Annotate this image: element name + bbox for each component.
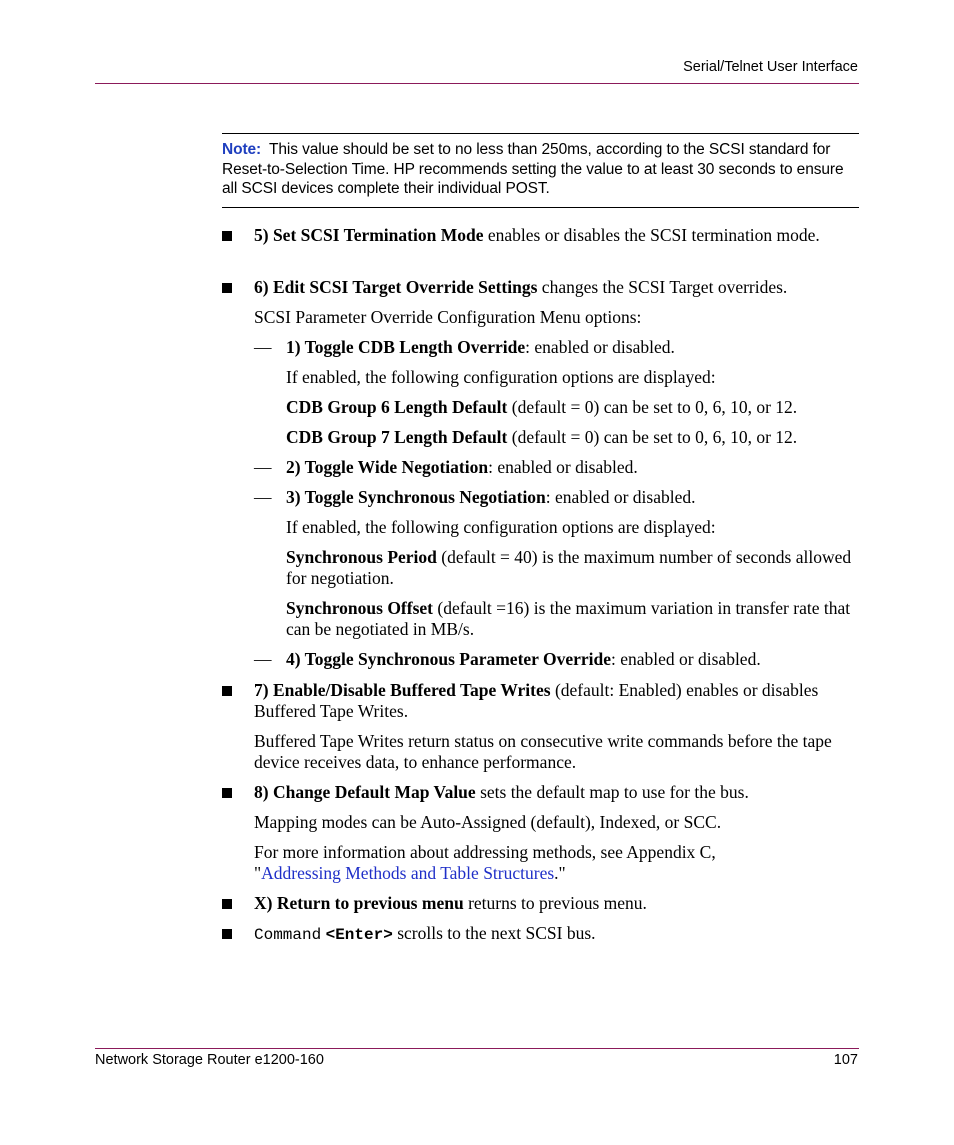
item-default-map-desc: sets the default map to use for the bus. — [475, 782, 749, 802]
page-number: 107 — [833, 1052, 858, 1068]
item-buffered-tape-label: 7) Enable/Disable Buffered Tape Writes — [254, 680, 551, 700]
option-sync-param-override-label: 4) Toggle Synchronous Parameter Override — [286, 649, 612, 669]
option-cdb-length-desc: : enabled or disabled. — [525, 337, 675, 357]
sync-period — [286, 547, 861, 589]
option-wide-negotiation-desc: : enabled or disabled. — [488, 457, 638, 477]
item-default-map-label: 8) Change Default Map Value — [254, 782, 476, 802]
dash-icon: — — [254, 487, 272, 507]
item-termination-mode-label: 5) Set SCSI Termination Mode — [254, 225, 484, 245]
option-sync-param-override-desc: : enabled or disabled. — [611, 649, 761, 669]
option-cdb-length-label: 1) Toggle CDB Length Override — [286, 337, 526, 357]
override-menu-intro: SCSI Parameter Override Configuration Menu options: — [254, 307, 642, 327]
buffered-tape-explanation: Buffered Tape Writes return status on consecutive write commands before the tape device receives data, to enhance performance. — [254, 731, 832, 772]
bullet-icon — [222, 788, 232, 798]
sync-enabled-intro: If enabled, the following configuration options are displayed: — [286, 517, 716, 537]
bullet-icon — [222, 686, 232, 696]
cdb-group6-desc: (default = 0) can be set to 0, 6, 10, or 12. — [507, 397, 798, 417]
sync-offset-label: Synchronous Offset — [286, 598, 433, 618]
footer-rule — [95, 1048, 859, 1049]
option-sync-param-override — [286, 649, 866, 670]
addressing-reference-text: For more information about addressing methods, see Appendix C, " — [254, 842, 716, 883]
cdb-group7 — [286, 427, 866, 448]
bullet-icon — [222, 899, 232, 909]
cdb-enabled-intro: If enabled, the following configuration options are displayed: — [286, 367, 716, 387]
dash-icon: — — [254, 649, 272, 669]
dash-icon: — — [254, 457, 272, 477]
item-return-menu — [254, 893, 854, 914]
item-termination-mode-desc: enables or disables the SCSI termination mode. — [483, 225, 820, 245]
command-enter-desc: scrolls to the next SCSI bus. — [392, 923, 596, 943]
item-termination-mode — [254, 225, 854, 246]
footer-product: Network Storage Router e1200-160 — [95, 1052, 324, 1068]
option-wide-negotiation — [286, 457, 866, 478]
enter-key-code: <Enter> — [325, 926, 393, 944]
item-default-map — [254, 782, 854, 803]
sync-offset — [286, 598, 861, 640]
addressing-reference — [254, 842, 794, 884]
item-target-override — [254, 277, 874, 298]
cdb-group7-desc: (default = 0) can be set to 0, 6, 10, or 12. — [507, 427, 798, 447]
header-rule — [95, 83, 859, 84]
note-text — [222, 140, 859, 199]
item-command-enter — [254, 923, 854, 946]
addressing-methods-link[interactable]: Addressing Methods and Table Structures — [261, 863, 555, 883]
option-wide-negotiation-label: 2) Toggle Wide Negotiation — [286, 457, 489, 477]
option-sync-negotiation-label: 3) Toggle Synchronous Negotiation — [286, 487, 546, 507]
item-target-override-label: 6) Edit SCSI Target Override Settings — [254, 277, 538, 297]
cdb-group7-label: CDB Group 7 Length Default — [286, 427, 508, 447]
option-cdb-length — [286, 337, 866, 358]
item-buffered-tape — [254, 680, 834, 722]
cdb-group6-label: CDB Group 6 Length Default — [286, 397, 508, 417]
sync-period-label: Synchronous Period — [286, 547, 437, 567]
item-target-override-desc: changes the SCSI Target overrides. — [537, 277, 788, 297]
note-body: This value should be set to no less than 250ms, according to the SCSI standard for Reset-to-Selection Time. HP recommends setting the value to at least 30 seconds to ensure all SCSI devices complete their individual POST. — [222, 141, 844, 197]
item-return-menu-label: X) Return to previous menu — [254, 893, 464, 913]
running-header: Serial/Telnet User Interface — [683, 59, 858, 75]
addressing-reference-end: ." — [554, 863, 566, 883]
bullet-icon — [222, 231, 232, 241]
cdb-group6 — [286, 397, 866, 418]
note-label: Note: — [222, 141, 262, 158]
mapping-modes: Mapping modes can be Auto-Assigned (default), Indexed, or SCC. — [254, 812, 722, 832]
bullet-icon — [222, 929, 232, 939]
sync-offset-desc: (default =16) is the maximum variation in transfer rate that can be negotiated in MB/s. — [286, 598, 851, 639]
command-code: Command — [254, 926, 322, 944]
dash-icon: — — [254, 337, 272, 357]
item-buffered-tape-desc: (default: Enabled) enables or disables Buffered Tape Writes. — [254, 680, 819, 721]
item-return-menu-desc: returns to previous menu. — [463, 893, 647, 913]
sync-period-desc: (default = 40) is the maximum number of seconds allowed for negotiation. — [286, 547, 852, 588]
note-box — [222, 133, 859, 208]
option-sync-negotiation — [286, 487, 866, 508]
bullet-icon — [222, 283, 232, 293]
option-sync-negotiation-desc: : enabled or disabled. — [545, 487, 696, 507]
